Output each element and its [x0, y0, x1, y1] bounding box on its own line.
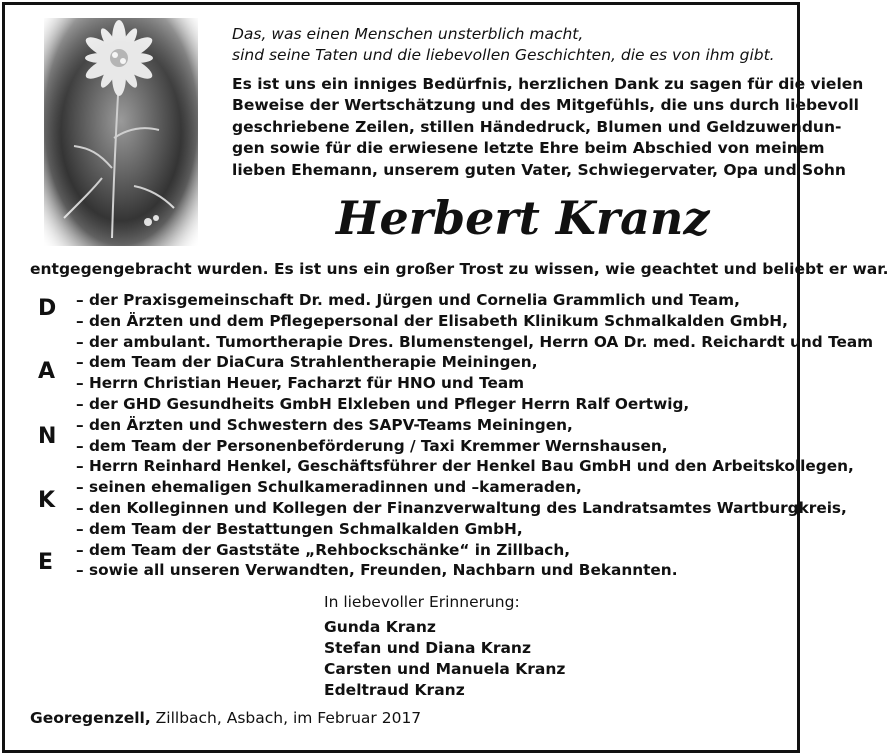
closing-signatures — [324, 592, 565, 701]
thanks-list — [76, 290, 873, 581]
list-item: – dem Team der Bestattungen Schmalkalden GmbH, — [76, 519, 523, 538]
thanks-line: Beweise der Wertschätzung und des Mitgefühls, die uns durch liebevoll — [232, 96, 859, 115]
thanks-line: gen sowie für die erwiesene letzte Ehre beim Abschied von meinem — [232, 139, 825, 158]
list-item: – Herrn Reinhard Henkel, Geschäftsführer der Henkel Bau GmbH und den Arbeitskollegen, — [76, 457, 854, 476]
thanks-line: Es ist uns ein inniges Bedürfnis, herzlichen Dank zu sagen für die vielen — [232, 75, 864, 93]
list-item: – dem Team der Personenbeförderung / Taxi Kremmer Wernshausen, — [76, 436, 668, 455]
mourner-name: Edeltraud Kranz — [324, 681, 465, 699]
place-bold: Georegenzell, — [30, 709, 151, 727]
place-date-line — [30, 707, 421, 729]
danke-letter: A — [38, 359, 56, 384]
danke-letter: D — [38, 296, 57, 321]
closing-intro: In liebevoller Erinnerung: — [324, 593, 520, 611]
list-item: – der Praxisgemeinschaft Dr. med. Jürgen und Cornelia Grammlich und Team, — [76, 291, 740, 309]
mourner-name: Gunda Kranz — [324, 618, 436, 636]
list-item: – der GHD Gesundheits GmbH Elxleben und Pfleger Herrn Ralf Oertwig, — [76, 394, 690, 413]
mourner-name: Carsten und Manuela Kranz — [324, 660, 566, 678]
list-item: – der ambulant. Tumortherapie Dres. Blumenstengel, Herrn OA Dr. med. Reichardt und Team — [76, 332, 874, 351]
list-item: – seinen ehemaligen Schulkameradinnen und –kameraden, — [76, 478, 582, 497]
danke-letter: N — [38, 424, 57, 449]
danke-letter: E — [38, 550, 54, 575]
list-item: – dem Team der Gaststäte „Rehbockschänke“ in Zillbach, — [76, 540, 571, 559]
list-item: – dem Team der DiaCura Strahlentherapie Meiningen, — [76, 353, 538, 372]
list-item: – sowie all unseren Verwandten, Freunden, Nachbarn und Bekannten. — [76, 561, 678, 580]
edelweiss-photo — [44, 18, 198, 246]
list-item: – Herrn Christian Heuer, Facharzt für HNO und Team — [76, 374, 525, 393]
place-date-rest: Zillbach, Asbach, im Februar 2017 — [150, 709, 422, 727]
memorial-quote — [232, 24, 775, 66]
quote-line: sind seine Taten und die liebevollen Geschichten, die es von ihm gibt. — [232, 46, 775, 64]
list-item: – den Kolleginnen und Kollegen der Finanzverwaltung des Landratsamtes Wartburgkreis, — [76, 498, 847, 517]
thanks-line: lieben Ehemann, unserem guten Vater, Schwiegervater, Opa und Sohn — [232, 160, 846, 179]
quote-line: Das, was einen Menschen unsterblich macht, — [232, 25, 584, 43]
thanks-paragraph — [232, 74, 864, 181]
list-item: – den Ärzten und Schwestern des SAPV-Teams Meiningen, — [76, 415, 573, 434]
list-item: – den Ärzten und dem Pflegepersonal der Elisabeth Klinikum Schmalkalden GmbH, — [76, 311, 788, 330]
deceased-name: Herbert Kranz — [336, 191, 710, 245]
mourner-name: Stefan und Diana Kranz — [324, 639, 531, 657]
thanks-continued: entgegengebracht wurden. Es ist uns ein großer Trost zu wissen, wie geachtet und beliebt er war. — [30, 260, 889, 278]
danke-letter: K — [38, 488, 56, 513]
thanks-line: geschriebene Zeilen, stillen Händedruck, Blumen und Geldzuwendun- — [232, 117, 842, 136]
photo-vignette — [44, 18, 198, 246]
